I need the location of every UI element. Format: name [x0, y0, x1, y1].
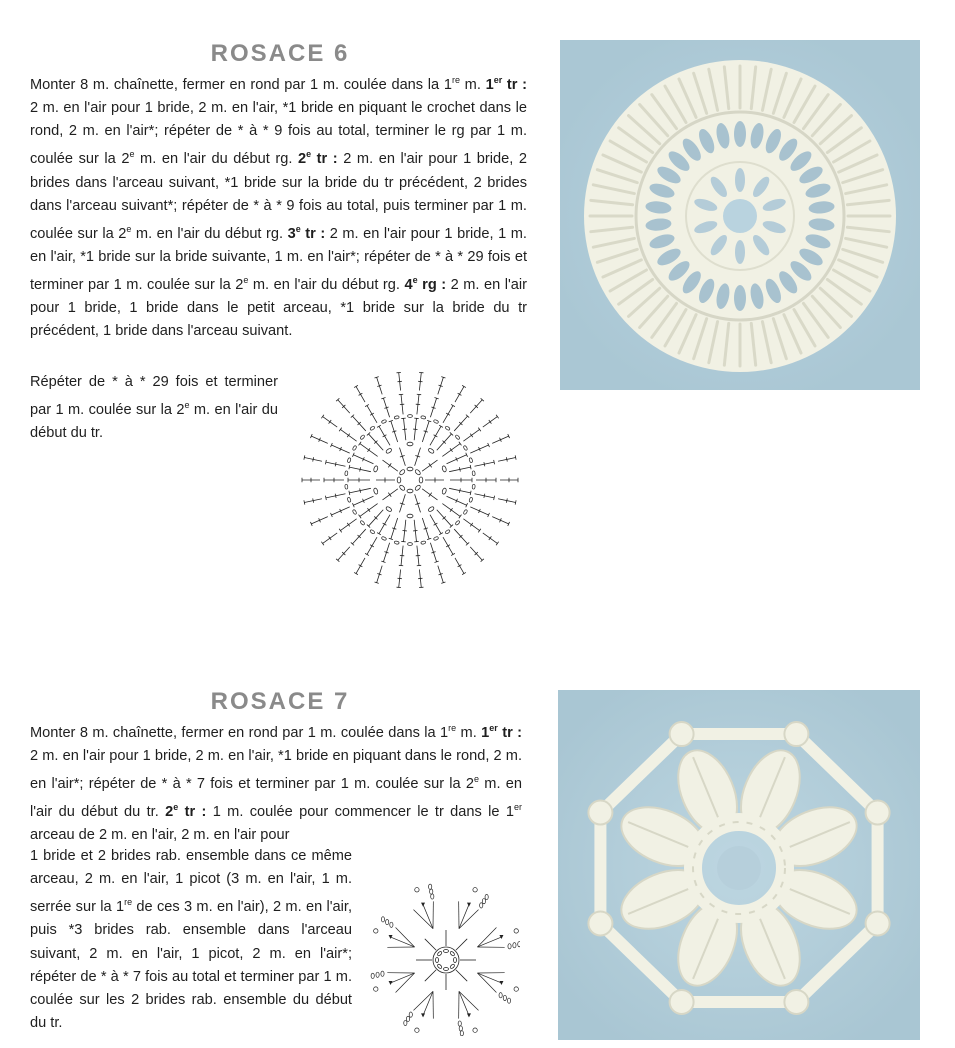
rosace6-photo	[560, 40, 920, 390]
rosace7-photo	[558, 690, 920, 1040]
rosace6-instructions: Monter 8 m. chaînette, fermer en rond par 1 m. coulée dans la 1re m. 1er tr : 2 m. en l'air pour 1 bride, 2 m. en l'air, *1 bride en piquant le crochet dans le rond, 2 m. en l'air*; répéter de * à * 9 fois au total, terminer le rg par 1 m. coulée sur la 2e m. en l'air du début rg. 2e tr : 2 m. en l'air pour 1 bride, 2 brides dans l'arceau suivant, *1 bride sur la bride du tr précédent, 2 brides dans l'arceau suivant*; répéter de * à * 9 fois au total, puis terminer par 1 m. coulée sur la 2e m. en l'air du début rg. 3e tr : 2 m. en l'air pour 1 bride, 1 m. en l'air, *1 bride sur la bride suivante, 1 m. en l'air*; répéter de * à * 29 fois et terminer par 1 m. coulée sur la 2e m. en l'air du début rg. 4e rg : 2 m. en l'air pour 1 bride, 1 bride dans le petit arceau, *1 bride sur la bride du tr précédent, 1 bride dans l'arceau suivant.	[30, 75, 528, 340]
rosace7-diagram	[364, 876, 520, 1036]
rosace6-title: ROSACE 6	[210, 40, 350, 67]
rosace7-instructions-end: 1 bride et 2 brides rab. ensemble dans ce même arceau, 2 m. en l'air, 1 picot (3 m. en l'air, 1 m. serrée sur la 1re de ces 3 m. en l'air), 2 m. en l'air, puis *3 brides rab. ensemble dans l'arceau suivant, 2 m. en l'air, 1 picot, 2 m. en l'air*; répéter de * à * 7 fois au total et terminer par 1 m. coulée sur les 2 brides rab. ensemble du début du tr.	[30, 848, 352, 1032]
rosace7-instructions: Monter 8 m. chaînette, fermer en rond par 1 m. coulée dans la 1re m. 1er tr : 2 m. en l'air pour 1 bride, 2 m. en l'air, *1 bride en piquant dans le rond, 2 m. en l'air*; répéter de * à * 7 fois et terminer par 1 m. coulée sur la 2e m. en l'air du début du tr. 2e tr : 1 m. coulée pour commencer le tr dans le 1er arceau de 2 m. en l'air, 2 m. en l'air pour	[30, 723, 523, 844]
rosace6-instructions-end: Répéter de * à * 29 fois et terminer par 1 m. coulée sur la 2e m. en l'air du début du tr.	[30, 374, 278, 442]
rosace7-title: ROSACE 7	[210, 688, 350, 715]
rosace6-diagram	[296, 366, 524, 594]
